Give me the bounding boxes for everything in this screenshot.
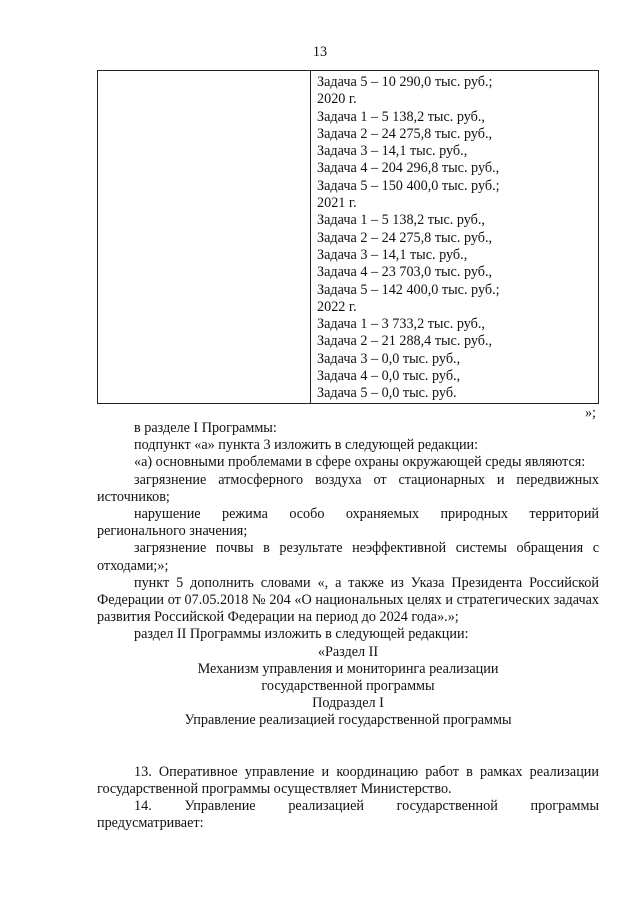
paragraph: 14. Управление реализацией государственной программы <box>134 798 599 815</box>
subsection-heading: Подраздел I <box>312 695 384 712</box>
section-title: Механизм управления и мониторинга реализации <box>197 660 499 677</box>
subsection-title: Управление реализацией государственной программы <box>184 712 512 729</box>
paragraph: предусматривает: <box>97 815 204 832</box>
table-line: Задача 1 – 3 733,2 тыс. руб., <box>317 316 485 333</box>
table-line: Задача 2 – 21 288,4 тыс. руб., <box>317 333 493 350</box>
table-line: Задача 5 – 10 290,0 тыс. руб.; <box>317 74 493 90</box>
paragraph: «а) основными проблемами в сфере охраны окружающей среды являются: <box>134 454 586 471</box>
table-line: Задача 2 – 24 275,8 тыс. руб., <box>317 125 493 142</box>
table-line: Задача 1 – 5 138,2 тыс. руб., <box>317 212 485 229</box>
table-line: Задача 4 – 204 296,8 тыс. руб., <box>317 160 500 177</box>
funding-cell <box>317 74 594 403</box>
table-line: 2021 г. <box>317 195 357 212</box>
table-line: Задача 1 – 5 138,2 тыс. руб., <box>317 108 485 125</box>
paragraph: загрязнение почвы в результате неэффективной системы обращения с отходами;»; <box>97 540 599 574</box>
table-line: Задача 4 – 23 703,0 тыс. руб., <box>317 264 493 281</box>
section-heading: «Раздел II <box>317 643 379 660</box>
paragraph: подпункт «а» пункта 3 изложить в следующей редакции: <box>134 437 479 454</box>
paragraph: в разделе I Программы: <box>134 420 277 436</box>
paragraph: загрязнение атмосферного воздуха от стационарных и передвижных источников; <box>97 471 599 505</box>
paragraph: раздел II Программы изложить в следующей редакции: <box>134 626 469 643</box>
table-line: Задача 5 – 142 400,0 тыс. руб.; <box>317 281 500 298</box>
closing-quote: »; <box>584 405 596 421</box>
table-column-divider <box>310 71 311 403</box>
table-line: Задача 3 – 14,1 тыс. руб., <box>317 246 468 263</box>
funding-table <box>97 70 599 404</box>
table-line: Задача 5 – 0,0 тыс. руб. <box>317 385 457 402</box>
section-title: государственной программы <box>261 678 435 695</box>
paragraph: пункт 5 дополнить словами «, а также из Указа Президента Российской Федерации от 07.05.2018 № 204 «О национальных целях и стратегических задачах развития Российской Федерации на период до 2024 года».»; <box>97 574 599 626</box>
table-line: Задача 3 – 14,1 тыс. руб., <box>317 143 468 160</box>
table-line: Задача 2 – 24 275,8 тыс. руб., <box>317 229 493 246</box>
table-line: 2020 г. <box>317 91 357 108</box>
document-body <box>97 420 599 832</box>
page-number: 13 <box>312 44 328 60</box>
table-line: Задача 5 – 150 400,0 тыс. руб.; <box>317 177 500 194</box>
table-line: Задача 3 – 0,0 тыс. руб., <box>317 350 461 367</box>
paragraph: 13. Оперативное управление и координацию работ в рамках реализации государственной программы осуществляет Министерство. <box>97 763 599 797</box>
table-line: Задача 4 – 0,0 тыс. руб., <box>317 368 461 385</box>
paragraph: нарушение режима особо охраняемых природных территорий регионального значения; <box>97 506 599 540</box>
table-line: 2022 г. <box>317 298 357 315</box>
